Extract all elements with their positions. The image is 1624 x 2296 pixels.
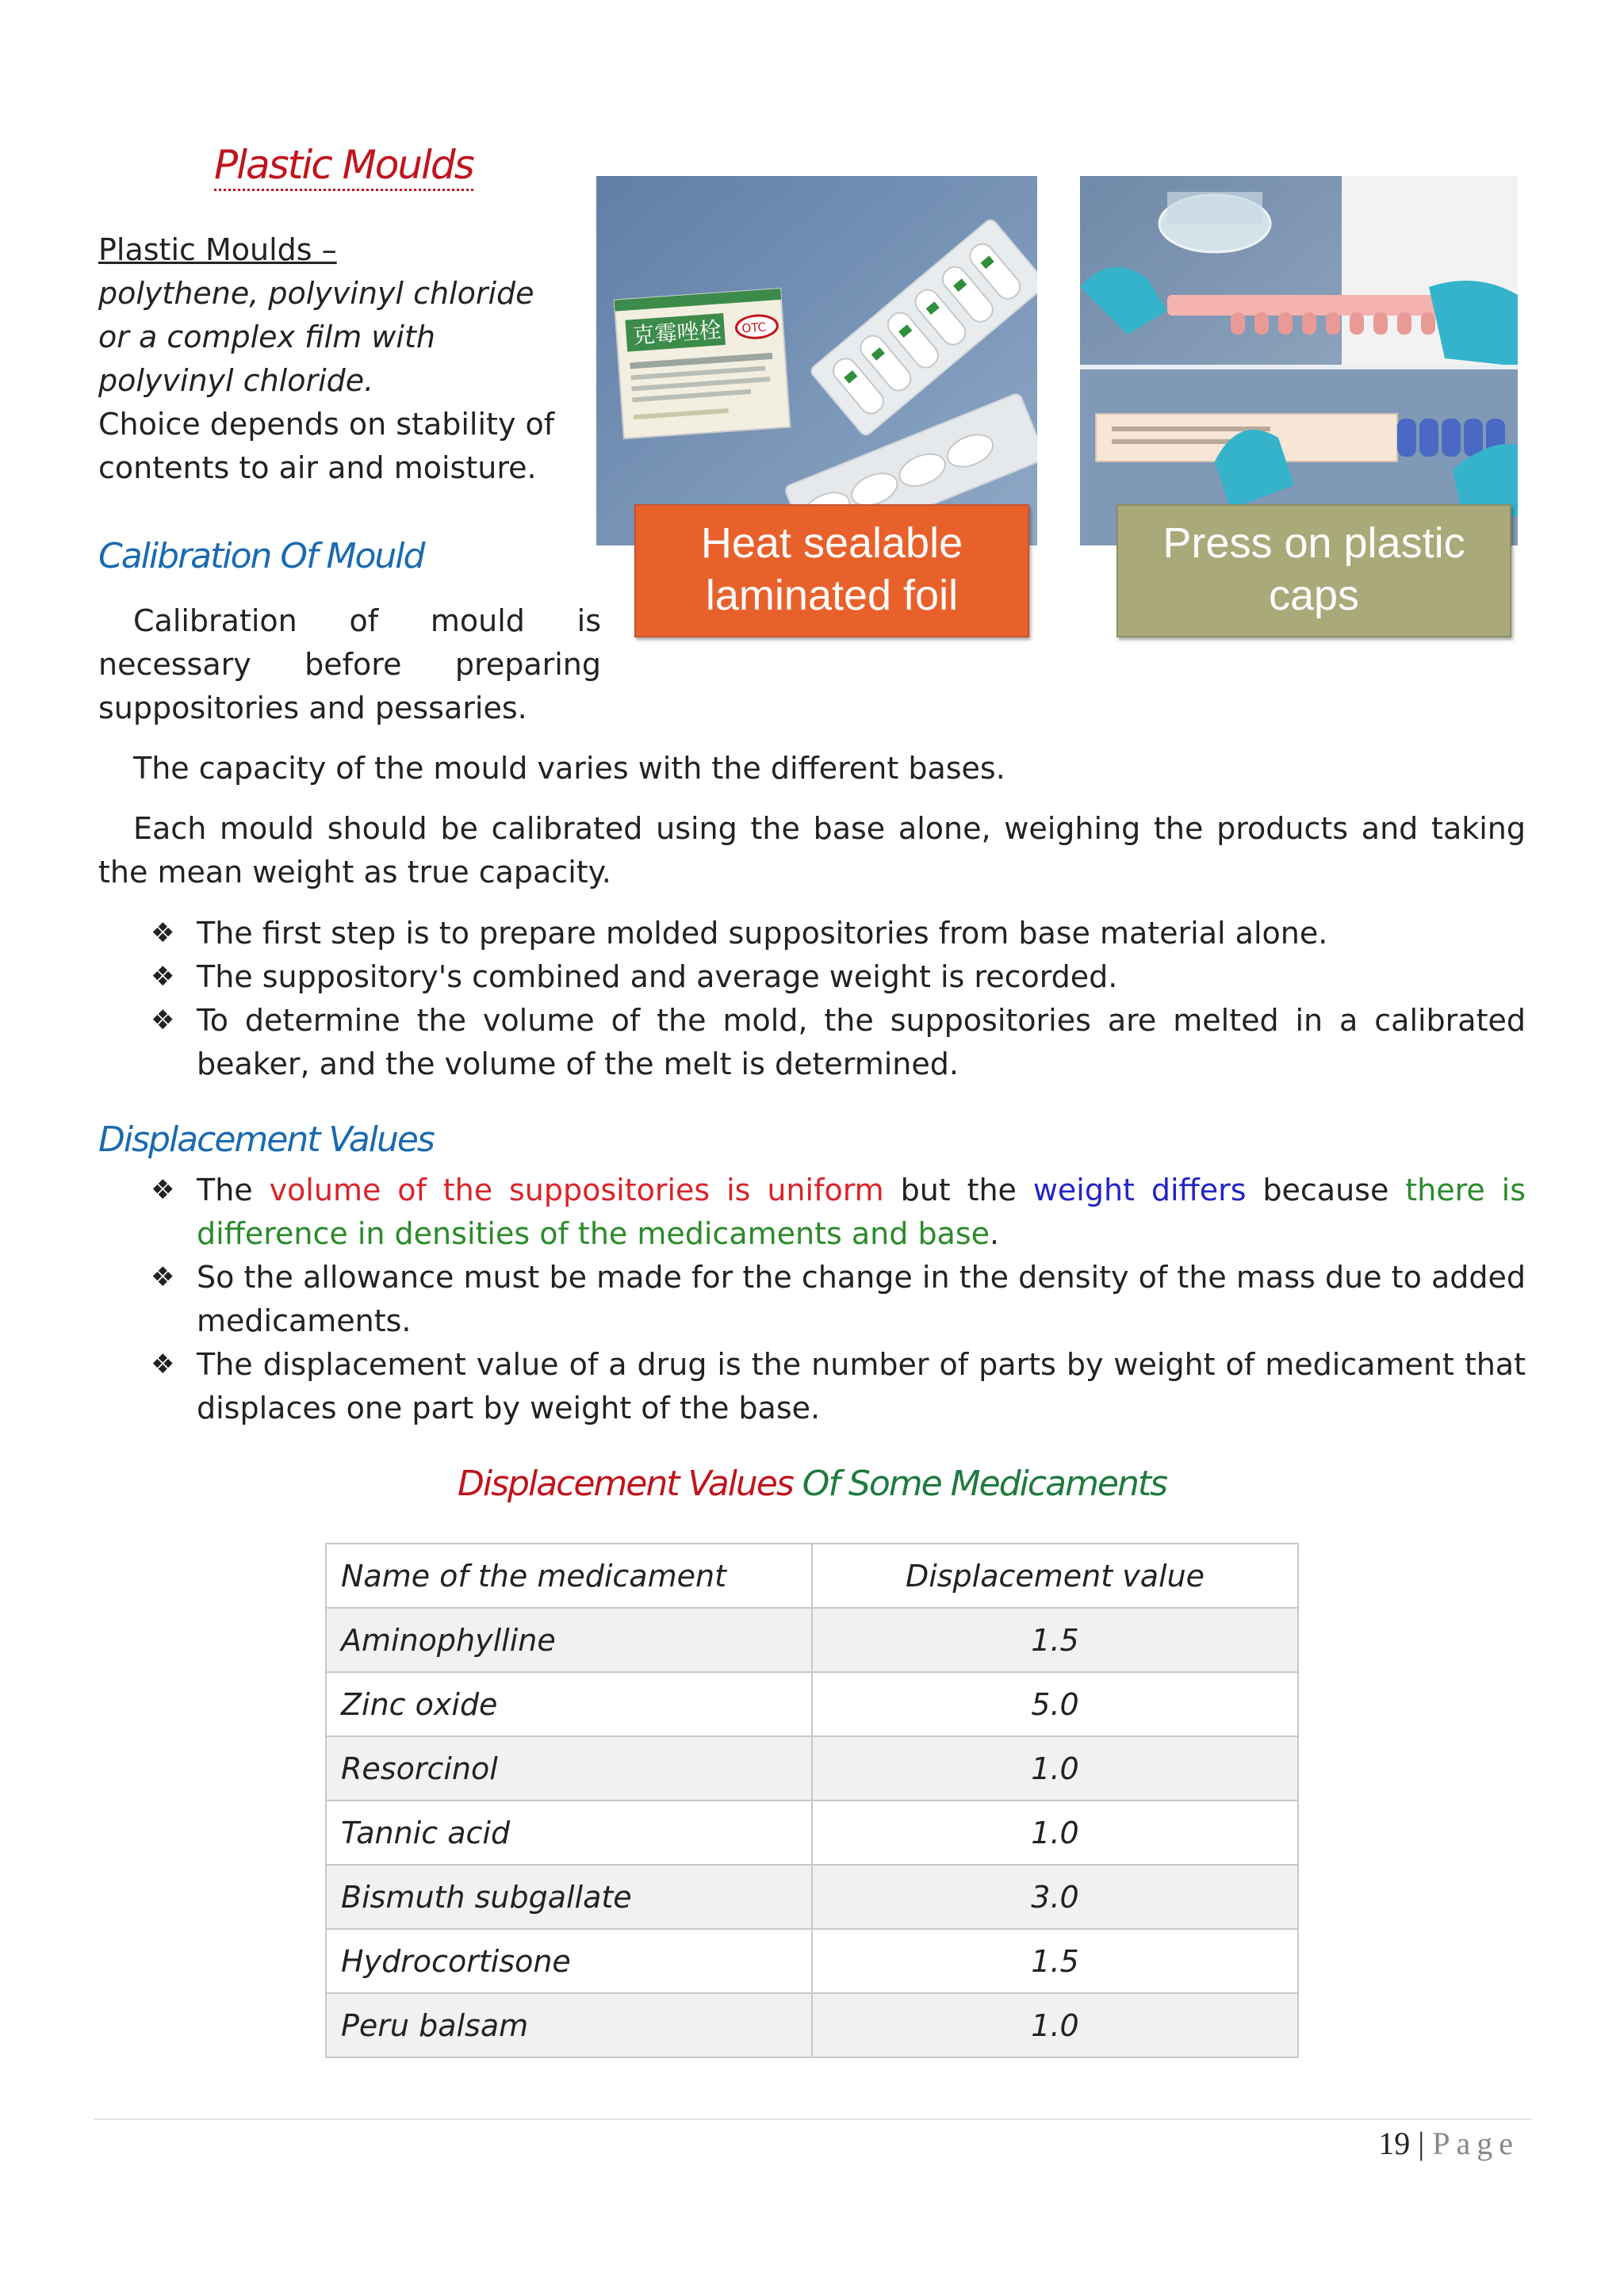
displacement-bullet-1: The volume of the suppositories is uniform but the weight differs because there is difference in densities of the medicaments and base.: [197, 1173, 1526, 1251]
page-separator: |: [1410, 2126, 1433, 2161]
diamond-bullet-icon: ❖: [151, 917, 175, 949]
calibration-bullet-2: The suppository's combined and average weight is recorded.: [197, 959, 1118, 994]
table-cell-value: 1.5: [812, 1608, 1298, 1672]
displacement-bullet-3: The displacement value of a drug is the number of parts by weight of medicament that displaces one part by weight of the base.: [197, 1347, 1526, 1425]
list-item: [98, 1343, 1526, 1430]
otc-badge-text: OTC: [741, 320, 767, 336]
table-cell-name: Peru balsam: [326, 1993, 812, 2057]
list-item: [98, 955, 1526, 999]
package-label-text: 克霉唑栓: [631, 316, 722, 350]
displacement-values-table: [325, 1543, 1299, 2058]
plastic-caps-caption-line2: caps: [1268, 572, 1360, 619]
footer-divider: [94, 2118, 1532, 2120]
table-row: [326, 1672, 1298, 1736]
plastic-moulds-materials: polythene, polyvinyl chloride or a complex film with polyvinyl chloride.: [98, 276, 534, 398]
table-title-part2: Of Some Medicaments: [792, 1464, 1167, 1504]
page-number: 19: [1378, 2126, 1411, 2161]
table-row: [326, 1608, 1298, 1672]
table-row: [326, 1736, 1298, 1800]
diamond-bullet-icon: ❖: [151, 961, 175, 993]
plastic-moulds-subheading: Plastic Moulds –: [98, 232, 337, 267]
table-title-part1: Displacement Values: [457, 1464, 793, 1504]
list-item: [98, 999, 1526, 1086]
table-cell-name: Bismuth subgallate: [326, 1865, 812, 1929]
table-cell-value: 1.0: [812, 1800, 1298, 1865]
table-cell-name: Tannic acid: [326, 1800, 812, 1865]
diamond-bullet-icon: ❖: [151, 1261, 175, 1293]
calibration-para2: The capacity of the mould varies with the different bases.: [133, 751, 1005, 786]
table-cell-name: Aminophylline: [326, 1608, 812, 1672]
table-title: [0, 1464, 1624, 1504]
table-row: [326, 1993, 1298, 2057]
table-cell-name: Hydrocortisone: [326, 1929, 812, 1993]
diamond-bullet-icon: ❖: [151, 1174, 175, 1206]
table-header-row: [326, 1544, 1298, 1608]
list-item: [98, 912, 1526, 955]
calibration-bullet-3: To determine the volume of the mold, the suppositories are melted in a calibrated beaker, and the volume of the melt is determined.: [197, 1003, 1526, 1081]
plastic-moulds-title: Plastic Moulds: [214, 143, 473, 191]
table-cell-value: 3.0: [812, 1865, 1298, 1929]
table-row: [326, 1929, 1298, 1993]
displacement-bullet-list: [98, 1169, 1526, 1430]
table-cell-value: 1.5: [812, 1929, 1298, 1993]
table-cell-name: Zinc oxide: [326, 1672, 812, 1736]
table-cell-value: 5.0: [812, 1672, 1298, 1736]
heat-sealable-caption-line2: laminated foil: [705, 572, 959, 619]
calibration-bullet-list: [98, 912, 1526, 1086]
diamond-bullet-icon: ❖: [151, 1349, 175, 1380]
calibration-title: Calibration Of Mould: [98, 536, 424, 576]
foil-suppository-photo: [596, 176, 1037, 545]
table-header-value: Displacement value: [812, 1544, 1298, 1608]
calibration-para1: Calibration of mould is necessary before preparing suppositories and pessaries.: [98, 603, 601, 725]
highlight-volume-uniform: volume of the suppositories is uniform: [269, 1173, 884, 1207]
table-cell-name: Resorcinol: [326, 1736, 812, 1800]
calibration-para3: Each mould should be calibrated using the base alone, weighing the products and taking the mean weight as true capacity.: [98, 811, 1526, 890]
plastic-caps-caption: [1116, 504, 1511, 637]
table-cell-value: 1.0: [812, 1736, 1298, 1800]
plastic-moulds-block: [98, 228, 574, 490]
plastic-caps-caption-line1: Press on plastic: [1162, 519, 1465, 567]
page-word: Page: [1432, 2126, 1519, 2161]
list-item: [98, 1169, 1526, 1256]
page-footer: [1378, 2125, 1519, 2162]
plastic-moulds-choice: Choice depends on stability of contents to air and moisture.: [98, 407, 555, 485]
displacement-title: Displacement Values: [98, 1119, 434, 1160]
table-header-name: Name of the medicament: [326, 1544, 812, 1608]
heat-sealable-caption: [634, 504, 1029, 637]
displacement-bullet-2: So the allowance must be made for the change in the density of the mass due to added medicaments.: [197, 1260, 1526, 1338]
highlight-weight-differs: weight differs: [1032, 1173, 1247, 1207]
list-item: [98, 1256, 1526, 1343]
table-cell-value: 1.0: [812, 1993, 1298, 2057]
table-row: [326, 1800, 1298, 1865]
highlight-density-difference: there is difference in densities of the medicaments and base: [197, 1173, 1526, 1251]
heat-sealable-caption-line1: Heat sealable: [700, 519, 963, 567]
calibration-bullet-1: The first step is to prepare molded suppositories from base material alone.: [197, 916, 1328, 951]
plastic-caps-photo: [1080, 176, 1518, 545]
diamond-bullet-icon: ❖: [151, 1004, 175, 1036]
table-row: [326, 1865, 1298, 1929]
